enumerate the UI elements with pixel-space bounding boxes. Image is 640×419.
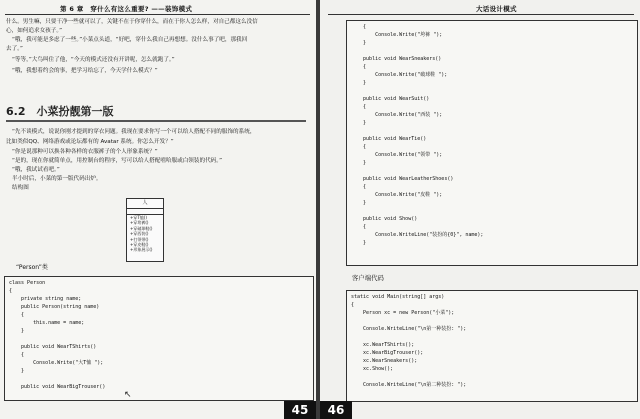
code-line: public void WearSneakers() <box>351 56 442 62</box>
code-line: { <box>9 312 25 318</box>
left-header-rule <box>5 14 310 15</box>
code-line: public void Show() <box>351 216 418 222</box>
code-line: Console.Write("西装 "); <box>351 112 443 118</box>
code-line: Console.WriteLine("\n第二种装扮: "); <box>351 382 467 388</box>
uml-method: +打领带() <box>130 236 149 242</box>
code-line: public void WearLeatherShoes() <box>351 176 454 182</box>
person-code-block <box>4 276 314 401</box>
code-label-person: “Person”类 <box>16 264 48 271</box>
code-line: public void WearSuit() <box>351 96 430 102</box>
code-line: } <box>351 240 367 246</box>
code-line: { <box>9 288 13 294</box>
mouse-cursor-icon: ↖ <box>124 390 132 400</box>
code-line: { <box>351 64 367 70</box>
code-line: public void WearTie() <box>351 136 427 142</box>
code-line: xc.WearTShirts(); <box>351 342 415 348</box>
uml-method: +穿西装() <box>130 231 149 237</box>
code-line: { <box>351 302 355 308</box>
page-number-right: 46 <box>320 401 352 419</box>
body-line: “是的，现在你就简单点，用控制台的程序，写可以给人搭配嘻哈服或白领装的代码。” <box>12 158 222 164</box>
client-code-block <box>346 290 638 402</box>
uml-method: +穿皮鞋() <box>130 242 149 248</box>
code-line: Console.WriteLine("装扮的{0}", name); <box>351 232 484 238</box>
uml-class-diagram <box>126 198 164 262</box>
body-line: “先不谈模式，说说你刚才提到的穿衣问题。我现在要求你写一个可以给人搭配不同的服饰的系统， <box>12 129 256 135</box>
code-line: class Person <box>9 280 46 286</box>
uml-method: +穿破球鞋() <box>130 225 153 231</box>
code-line: Person xc = new Person("小菜"); <box>351 310 455 316</box>
right-page-header: 大话设计模式 <box>476 5 517 13</box>
code-line: } <box>351 120 367 126</box>
section-rule <box>6 120 306 122</box>
code-line: Console.Write("破球鞋 "); <box>351 72 448 78</box>
code-line: private string name; <box>9 296 82 302</box>
left-page <box>0 0 316 419</box>
code-line: xc.WearSneakers(); <box>351 358 418 364</box>
body-line: “哦，我试试看吧。” <box>12 167 60 173</box>
person-code-continued <box>346 20 638 266</box>
right-header-rule <box>328 14 634 15</box>
code-line: { <box>351 144 367 150</box>
code-line: { <box>351 184 367 190</box>
code-line: public void WearBigTrouser() <box>9 384 106 390</box>
intro-line: “等等，”大鸟叫住了他，“今天的模式还没有开讲呢，怎么就跑了。” <box>12 57 175 63</box>
code-line: Console.Write("垮裤 "); <box>351 32 443 38</box>
right-page <box>320 0 640 419</box>
uml-method: +穿T恤() <box>130 215 147 220</box>
page-number-left: 45 <box>284 401 316 419</box>
uml-class-name: 人 <box>127 199 163 209</box>
intro-line: “哦，我想着约会的事，把学习给忘了，今天学什么模式？” <box>12 68 158 74</box>
code-line: } <box>351 40 367 46</box>
code-line: this.name = name; <box>9 320 85 326</box>
code-line: public Person(string name) <box>9 304 100 310</box>
code-line: } <box>351 80 367 86</box>
code-line: xc.WearBigTrouser(); <box>351 350 424 356</box>
code-line: Console.Write("大T恤 "); <box>9 360 104 366</box>
code-line: xc.Show(); <box>351 366 394 372</box>
code-line: { <box>351 24 367 30</box>
code-line: { <box>351 104 367 110</box>
code-line: } <box>9 368 25 374</box>
code-line: Console.WriteLine("\n第一种装扮: "); <box>351 326 467 332</box>
intro-line: “哦，我可能是多虑了一些。”小菜点头道，“好吧，穿什么我自己再想想。没什么事了吧，那我回 <box>12 37 248 43</box>
body-line: “你是说那种可以换各种各样的衣服裤子的个人形象系统？” <box>12 149 158 155</box>
code-line: Console.Write("领带 "); <box>351 152 443 158</box>
intro-line: 心，如何追求女孩子。” <box>6 28 63 34</box>
client-code-label: 客户端代码 <box>352 274 384 282</box>
intro-line: 去了。” <box>6 46 23 52</box>
intro-line: 什么。男生嘛，只要干净一些就可以了，关键不在于你穿什么，而在于你人怎么样，对自己都这么没信 <box>6 19 258 25</box>
code-line: public void WearTShirts() <box>9 344 97 350</box>
code-line: Console.Write("皮鞋 "); <box>351 192 443 198</box>
code-line: static void Main(string[] args) <box>351 294 445 300</box>
body-line: 比如类似QQ、网络游戏或论坛都有的 Avatar 系统。你怎么开发？” <box>6 139 174 145</box>
code-line: { <box>351 224 367 230</box>
body-line: 结构图 <box>12 185 29 191</box>
code-line: } <box>351 160 367 166</box>
uml-method: +形象展示() <box>130 247 153 253</box>
uml-method: +穿垮裤() <box>130 220 149 226</box>
body-line: 半小时后，小菜的第一版代码出炉。 <box>12 176 102 182</box>
left-page-header: 第 6 章 穿什么有这么重要? ——装饰模式 <box>60 5 193 13</box>
code-line: } <box>9 328 25 334</box>
code-line: { <box>9 352 25 358</box>
section-title: 6.2 小菜扮靓第一版 <box>6 105 114 118</box>
code-line: } <box>351 200 367 206</box>
